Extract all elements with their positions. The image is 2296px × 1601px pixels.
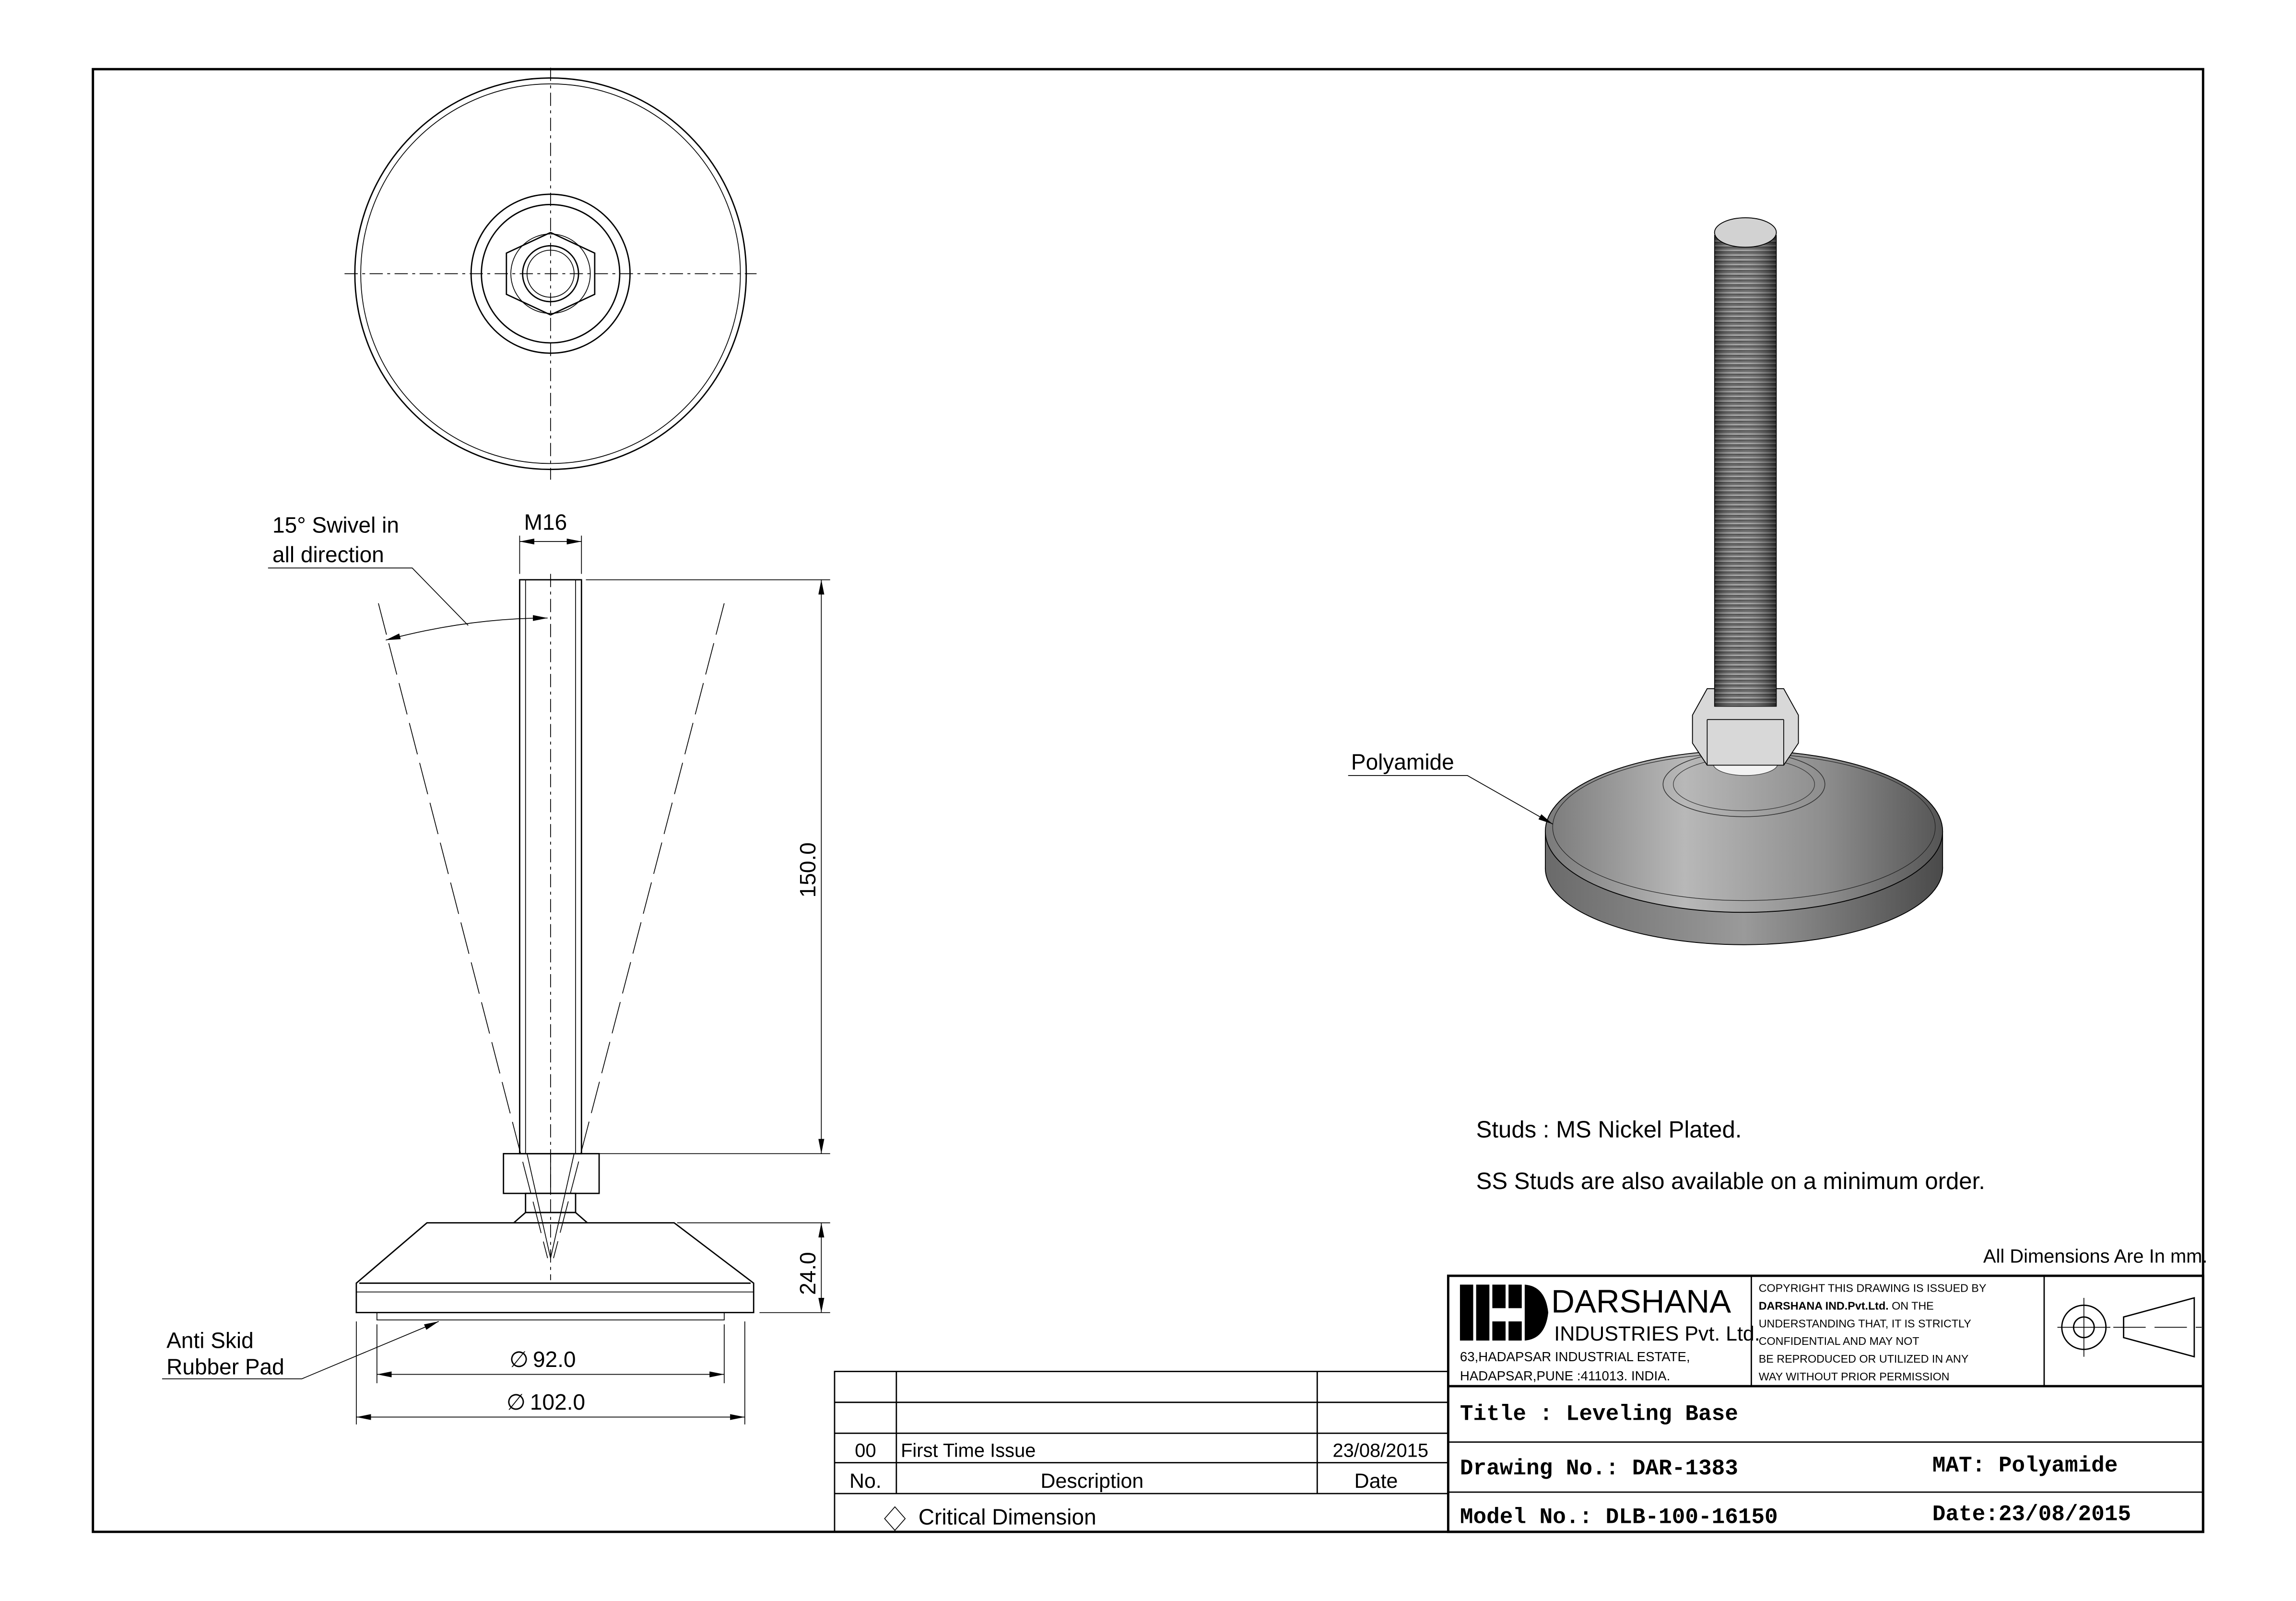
base-height-dimension: 24.0 [795, 1252, 821, 1295]
thread-dimension: M16 [524, 509, 567, 535]
note-studs: Studs : MS Nickel Plated. [1476, 1117, 1742, 1143]
side-dimensions [162, 509, 830, 1424]
svg-text:CONFIDENTIAL AND MAY NOT: CONFIDENTIAL AND MAY NOT [1758, 1335, 1919, 1348]
svg-text:DARSHANA IND.Pvt.Ltd. ON THE: DARSHANA IND.Pvt.Ltd. ON THE [1758, 1299, 1934, 1312]
drawing-number: Drawing No.: DAR-1383 [1460, 1456, 1738, 1482]
revision-date: 23/08/2015 [1332, 1440, 1429, 1461]
critical-dimension-legend: Critical Dimension [918, 1504, 1096, 1530]
drawing-date: Date:23/08/2015 [1932, 1502, 2131, 1527]
material-callout: Polyamide [1351, 749, 1454, 775]
rubber-label-line1: Anti Skid [166, 1328, 254, 1353]
svg-text:WAY WITHOUT PRIOR PERMISSION: WAY WITHOUT PRIOR PERMISSION [1758, 1370, 1950, 1383]
company-logo [1460, 1284, 1548, 1341]
revision-description: First Time Issue [901, 1440, 1036, 1461]
svg-text:UNDERSTANDING THAT, IT IS STRI: UNDERSTANDING THAT, IT IS STRICTLY [1758, 1317, 1971, 1330]
swivel-label-line1: 15° Swivel in [272, 512, 399, 538]
company-subtitle: INDUSTRIES Pvt. Ltd. [1554, 1322, 1760, 1345]
address-line1: 63,HADAPSAR INDUSTRIAL ESTATE, [1460, 1349, 1690, 1364]
svg-text:COPYRIGHT THIS DRAWING IS ISSU: COPYRIGHT THIS DRAWING IS ISSUED BY [1758, 1282, 1987, 1295]
model-number: Model No.: DLB-100-16150 [1460, 1505, 1778, 1530]
drawing-title: Title : Leveling Base [1460, 1401, 1738, 1427]
address-line2: HADAPSAR,PUNE :411013. INDIA. [1460, 1368, 1671, 1383]
isometric-view [1348, 218, 1943, 945]
top-view [344, 68, 756, 480]
side-view [356, 574, 754, 1320]
revision-table [835, 1371, 1448, 1531]
copyright-notice [1759, 1282, 1987, 1383]
header-no: No. [849, 1469, 882, 1493]
header-date: Date [1354, 1469, 1398, 1493]
revision-number: 00 [855, 1440, 876, 1461]
first-angle-projection-icon [2058, 1298, 2202, 1357]
stud-length-dimension: 150.0 [795, 842, 821, 898]
critical-dimension-icon [884, 1507, 905, 1530]
rubber-label-line2: Rubber Pad [166, 1354, 284, 1379]
company-name: DARSHANA [1551, 1283, 1731, 1320]
diameter-symbol: ∅ [509, 1347, 529, 1372]
units-note: All Dimensions Are In mm. [1983, 1246, 2208, 1267]
note-ss-studs: SS Studs are also available on a minimum order. [1476, 1168, 1985, 1194]
material-spec: MAT: Polyamide [1932, 1453, 2118, 1479]
title-block [1448, 1276, 2203, 1532]
header-description: Description [1040, 1469, 1144, 1493]
pad-diameter-dimension: 92.0 [533, 1347, 576, 1372]
base-diameter-dimension: 102.0 [530, 1389, 586, 1415]
swivel-label-line2: all direction [272, 542, 384, 567]
svg-text:BE REPRODUCED OR UTILIZED IN A: BE REPRODUCED OR UTILIZED IN ANY [1758, 1352, 1969, 1365]
diameter-symbol: ∅ [506, 1389, 526, 1415]
